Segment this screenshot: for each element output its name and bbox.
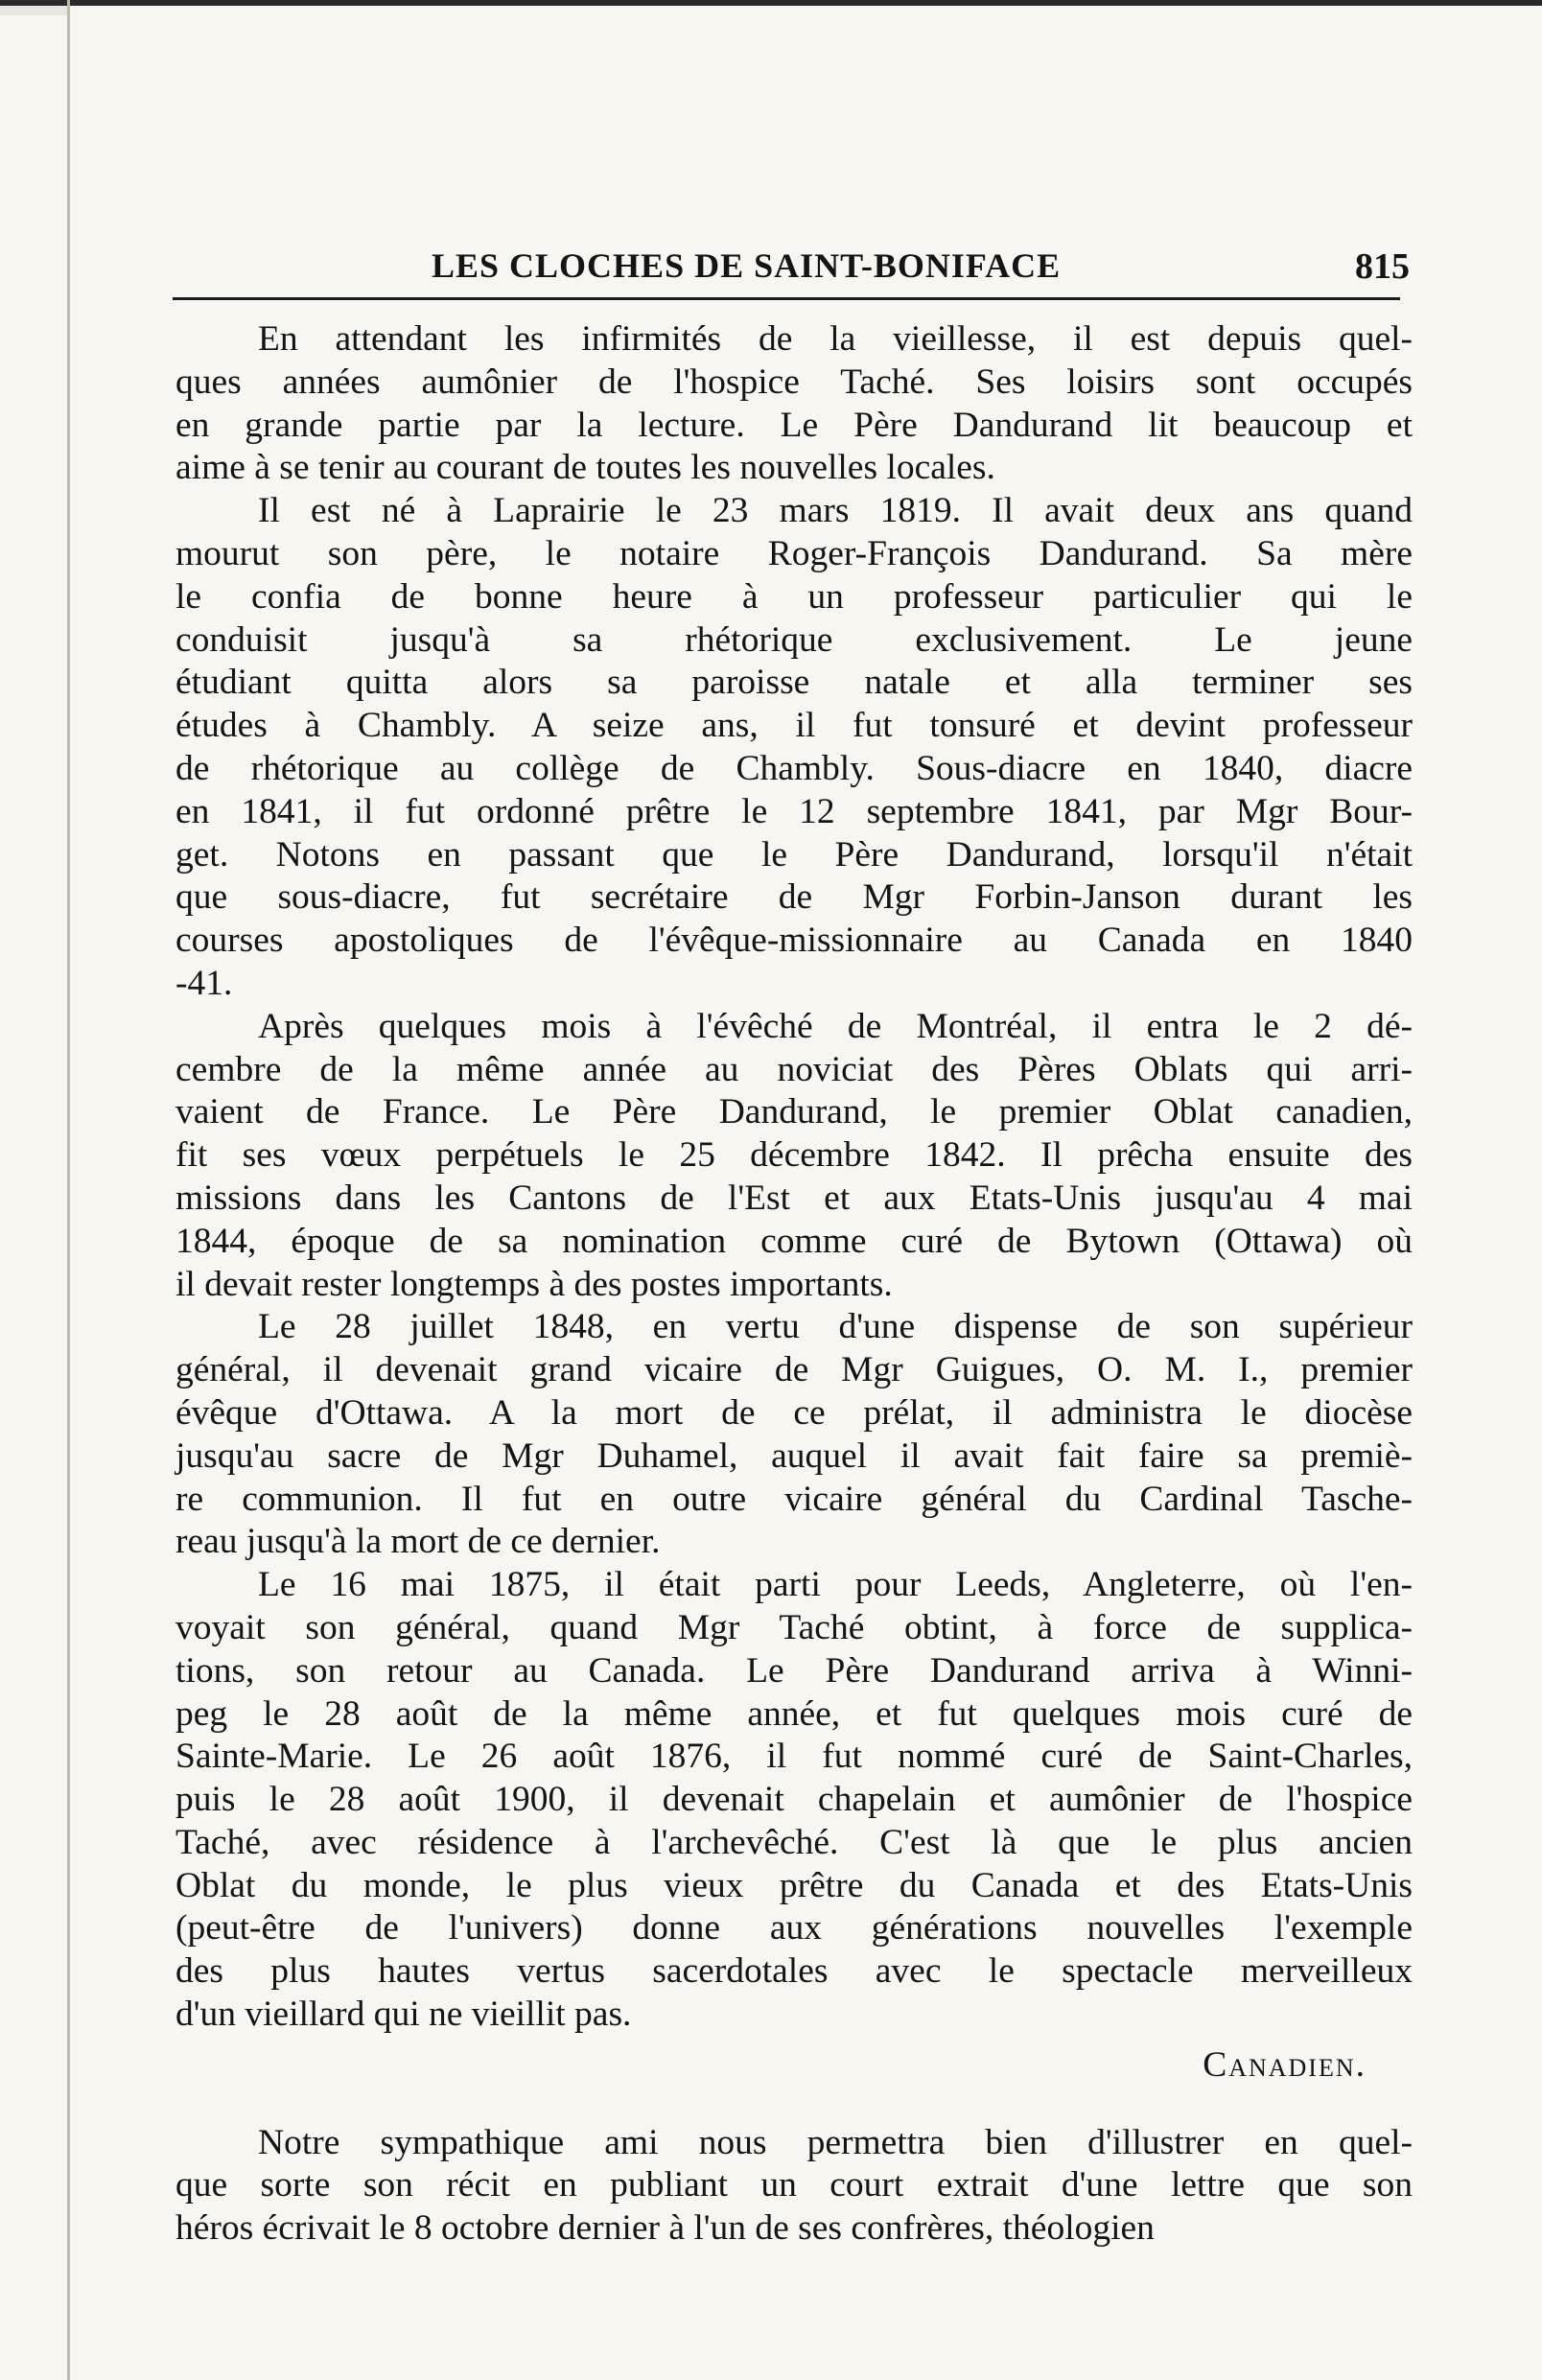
paragraph [175, 1306, 1413, 1564]
section-gap [175, 2088, 1413, 2122]
text-line: mourut son père, le notaire Roger-François Dandurand. Sa mère [175, 533, 1413, 573]
text-line: de rhétorique au collège de Chambly. Sous-diacre en 1840, diacre [175, 748, 1413, 788]
text-line: en 1841, il fut ordonné prêtre le 12 septembre 1841, par Mgr Bour- [175, 791, 1413, 831]
paragraph [175, 318, 1413, 490]
text-line: le confia de bonne heure à un professeur particulier qui le [175, 576, 1413, 617]
paragraph [175, 1006, 1413, 1307]
running-title: LES CLOCHES DE SAINT-BONIFACE [432, 246, 1062, 285]
text-line: (peut-être de l'univers) donne aux générations nouvelles l'exemple [175, 1908, 1413, 1948]
text-line: tions, son retour au Canada. Le Père Dandurand arriva à Winni- [175, 1650, 1413, 1691]
text-line: puis le 28 août 1900, il devenait chapelain et aumônier de l'hospice [175, 1780, 1413, 1820]
page-top-edge [0, 0, 1542, 6]
paragraph [175, 1564, 1413, 2037]
text-line: étudiant quitta alors sa paroisse natale et alla terminer ses [175, 663, 1413, 703]
text-line: fit ses vœux perpétuels le 25 décembre 1842. Il prêcha ensuite des [175, 1135, 1413, 1176]
page-left-edge [67, 0, 70, 2380]
text-line: Taché, avec résidence à l'archevêché. C'est là que le plus ancien [175, 1822, 1413, 1862]
text-line: jusqu'au sacre de Mgr Duhamel, auquel il avait fait faire sa premiè- [175, 1435, 1413, 1476]
text-line: études à Chambly. A seize ans, il fut tonsuré et devint professeur [175, 706, 1413, 746]
text-line: il devait rester longtemps à des postes importants. [175, 1264, 893, 1304]
text-line: -41. [175, 963, 233, 1003]
text-line: Sainte-Marie. Le 26 août 1876, il fut nommé curé de Saint-Charles, [175, 1737, 1413, 1777]
text-line: vaient de France. Le Père Dandurand, le premier Oblat canadien, [175, 1092, 1413, 1132]
closing-paragraph [175, 2122, 1413, 2251]
text-line: 1844, époque de sa nomination comme curé de Bytown (Ottawa) où [175, 1221, 1413, 1261]
text-line: héros écrivait le 8 octobre dernier à l'un de ses confrères, théologien [175, 2208, 1155, 2249]
text-line: Notre sympathique ami nous permettra bien d'illustrer en quel- [258, 2122, 1413, 2162]
text-line: cembre de la même année au noviciat des Pères Oblats qui arri- [175, 1049, 1413, 1089]
text-line: courses apostoliques de l'évêque-missionnaire au Canada en 1840 [175, 921, 1413, 961]
text-line: Oblat du monde, le plus vieux prêtre du Canada et des Etats-Unis [175, 1865, 1413, 1905]
page-header [173, 245, 1410, 303]
text-line: que sous-diacre, fut secrétaire de Mgr Forbin-Janson durant les [175, 877, 1413, 918]
page-number: 815 [1355, 246, 1410, 287]
signature: Canadien. [1203, 2044, 1367, 2085]
text-line: peg le 28 août de la même année, et fut quelques mois curé de [175, 1693, 1413, 1734]
text-line: évêque d'Ottawa. A la mort de ce prélat, il administra le diocèse [175, 1392, 1413, 1433]
text-line: Il est né à Laprairie le 23 mars 1819. Il avait deux ans quand [258, 491, 1413, 531]
text-line: En attendant les infirmités de la vieillesse, il est depuis quel- [258, 319, 1413, 359]
text-line: général, il devenait grand vicaire de Mgr Guigues, O. M. I., premier [175, 1350, 1413, 1390]
text-line: que sorte son récit en publiant un court extrait d'une lettre que son [175, 2165, 1413, 2205]
text-line: d'un vieillard qui ne vieillit pas. [175, 1995, 632, 2035]
text-line: ques années aumônier de l'hospice Taché. Ses loisirs sont occupés [175, 362, 1413, 402]
paragraph [175, 490, 1413, 1006]
text-line: en grande partie par la lecture. Le Père Dandurand lit beaucoup et [175, 405, 1413, 445]
text-line: Après quelques mois à l'évêché de Montréal, il entra le 2 dé- [258, 1006, 1413, 1046]
text-line: des plus hautes vertus sacerdotales avec le spectacle merveilleux [175, 1951, 1413, 1992]
text-line: missions dans les Cantons de l'Est et aux Etats-Unis jusqu'au 4 mai [175, 1178, 1413, 1218]
text-line: voyait son général, quand Mgr Taché obtint, à force de supplica- [175, 1607, 1413, 1647]
text-line: conduisit jusqu'à sa rhétorique exclusivement. Le jeune [175, 619, 1413, 660]
header-rule [173, 297, 1400, 300]
text-line: aime à se tenir au courant de toutes les nouvelles locales. [175, 448, 995, 488]
text-line: Le 16 mai 1875, il était parti pour Leeds, Angleterre, où l'en- [258, 1565, 1413, 1605]
paragraphs [175, 318, 1413, 2037]
text-line: get. Notons en passant que le Père Dandurand, lorsqu'il n'était [175, 834, 1413, 875]
text-line: Le 28 juillet 1848, en vertu d'une dispense de son supérieur [258, 1307, 1413, 1347]
body-text [175, 318, 1413, 2251]
text-line: re communion. Il fut en outre vicaire général du Cardinal Tasche- [175, 1479, 1413, 1519]
text-line: reau jusqu'à la mort de ce dernier. [175, 1522, 661, 1562]
